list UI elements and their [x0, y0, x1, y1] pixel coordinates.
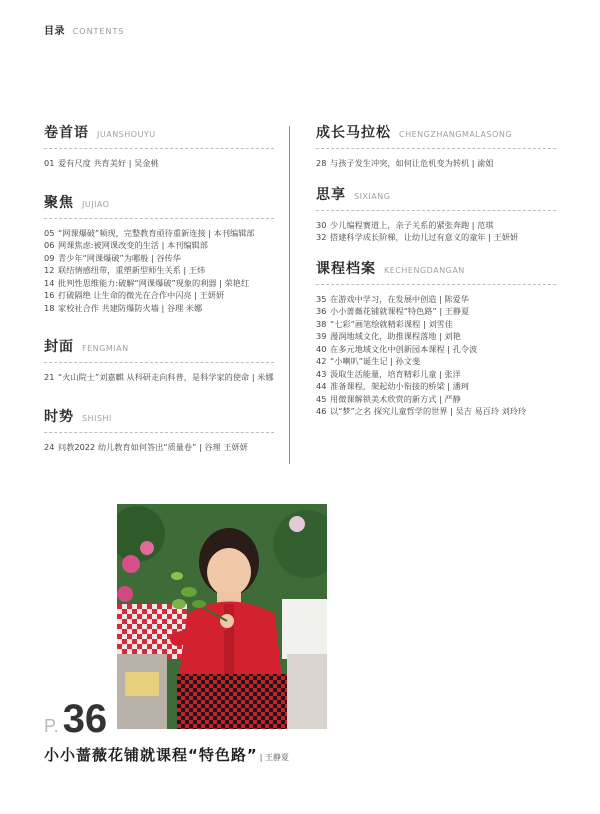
toc-entry[interactable]: [44, 227, 274, 240]
toc-entry-title: “网课爆破”频现，完整教育亟待重新连接 | 本刊编辑部: [58, 227, 255, 238]
toc-entry[interactable]: [316, 293, 556, 306]
toc-entry[interactable]: [316, 305, 556, 318]
toc-entry-title: 小小蔷薇花铺就课程“特色路” | 王静夏: [330, 306, 470, 316]
toc-entry-title: “火山院士”刘嘉麒 从科研走向科普，是科学家的使命 | 米娜: [58, 372, 274, 382]
toc-entry[interactable]: [316, 368, 556, 381]
toc-entry-title: 准备课程，架起幼小衔接的桥梁 | 潘珂: [330, 381, 469, 391]
toc-entry-title: “七彩”画笔绘就精彩课程 | 刘雪佳: [330, 318, 453, 329]
toc-entry-title: 汲取生活能量，培育精彩儿童 | 张洋: [330, 368, 461, 379]
toc-entry-title: 少儿编程赛道上，亲子关系的紧张奔跑 | 范琪: [330, 219, 494, 230]
page-header: [44, 22, 124, 37]
header-title-cn: 目录: [44, 26, 65, 37]
section-pinyin: KECHENGDANGAN: [384, 265, 465, 275]
section-pinyin: FENGMIAN: [82, 344, 129, 353]
toc-entry-title: 家校社合作 共建防爆防火墙 | 谷理 米娜: [58, 302, 203, 313]
toc-entry[interactable]: [44, 289, 274, 302]
girl-with-flower-photo: [117, 504, 327, 729]
page-number: 36: [62, 697, 108, 741]
toc-entry-page: 12: [44, 265, 55, 275]
toc-entry[interactable]: [316, 157, 556, 170]
toc-left-column: [44, 122, 274, 453]
toc-section: [316, 122, 556, 170]
toc-entry-page: 21: [44, 372, 55, 382]
toc-entry[interactable]: [316, 380, 556, 393]
toc-entry-page: 38: [316, 318, 327, 329]
section-title: 思享: [316, 186, 346, 203]
toc-entry-page: 06: [44, 240, 55, 250]
toc-entry-page: 44: [316, 381, 327, 391]
section-title: 封面: [44, 339, 74, 355]
toc-entry[interactable]: [44, 302, 274, 315]
toc-entry-page: 01: [44, 158, 55, 168]
toc-entry-page: 14: [44, 277, 55, 288]
toc-entry-page: 35: [316, 293, 327, 304]
section-pinyin: SHISHI: [82, 413, 112, 423]
toc-entry-page: 43: [316, 368, 327, 379]
section-title: 聚焦: [44, 194, 74, 211]
toc-entry[interactable]: [316, 231, 556, 244]
toc-entry[interactable]: [316, 405, 556, 418]
toc-section: [44, 192, 274, 315]
toc-entry-title: 打破隔绝 让生命的微光在合作中闪亮 | 王妍妍: [58, 290, 225, 300]
toc-entry-title: “小喇叭”诞生记 | 孙文斐: [330, 356, 421, 366]
toc-entry-title: 搭建科学成长阶梯，让幼儿过有意义的童年 | 王妍妍: [330, 232, 519, 242]
toc-entry[interactable]: [44, 441, 274, 454]
section-header: [44, 192, 274, 219]
toc-entry[interactable]: [316, 330, 556, 343]
header-title-en: CONTENTS: [72, 27, 125, 36]
toc-entry-title: 用微课解锁美术欣赏的新方式 | 严静: [330, 393, 461, 404]
toc-entry[interactable]: [44, 252, 274, 265]
toc-entry-page: 36: [316, 306, 327, 316]
toc-entry-page: 24: [44, 441, 55, 452]
feature-page-number: [44, 697, 107, 742]
toc-entry-page: 40: [316, 343, 327, 354]
toc-entry[interactable]: [316, 219, 556, 232]
toc-section: [44, 406, 274, 454]
toc-entry[interactable]: [316, 355, 556, 368]
toc-entry[interactable]: [44, 277, 274, 290]
toc-section: [316, 184, 556, 244]
toc-entry-title: 青少年“网课爆破”为哪般 | 谷传华: [58, 252, 181, 263]
toc-section: [44, 336, 274, 384]
page-prefix: P.: [44, 716, 59, 736]
toc-entry-page: 09: [44, 252, 55, 263]
section-header: [44, 336, 274, 363]
toc-entry[interactable]: [44, 371, 274, 384]
toc-section: [44, 122, 274, 170]
section-header: [44, 122, 274, 149]
toc-entry-title: 在游戏中学习，在发展中创造 | 陈爱华: [330, 293, 469, 304]
toc-entry-page: 42: [316, 356, 327, 366]
column-divider: [289, 126, 290, 464]
toc-section: [316, 258, 556, 418]
toc-entry-page: 18: [44, 302, 55, 313]
toc-entry-title: 在多元地域文化中创新园本课程 | 孔令波: [330, 343, 478, 354]
section-title: 时势: [44, 408, 74, 425]
feature-author: | 王静夏: [259, 753, 289, 762]
section-pinyin: JUJIAO: [82, 199, 110, 209]
section-header: [316, 184, 556, 211]
toc-entry-page: 39: [316, 331, 327, 341]
feature-title: 小小蔷薇花铺就课程“特色路”: [44, 746, 258, 764]
cover-photo: [117, 504, 327, 729]
section-pinyin: JUANSHOUYU: [97, 130, 156, 139]
toc-entry-title: 批判性思维能力:破解“网课爆破”现象的利器 | 荣艳红: [58, 277, 250, 288]
toc-entry-title: 联结情感纽带，重塑新型师生关系 | 王炜: [58, 265, 206, 275]
toc-entry[interactable]: [316, 318, 556, 331]
toc-entry-title: 与孩子发生冲突，如何让危机变为转机 | 渝姐: [330, 158, 494, 168]
section-title: 卷首语: [44, 125, 89, 141]
section-header: [316, 122, 556, 149]
toc-entry-title: 漫润地域文化，助推课程落地 | 刘艳: [330, 331, 461, 341]
section-pinyin: SIXIANG: [354, 191, 391, 201]
toc-entry[interactable]: [316, 343, 556, 356]
section-header: [44, 406, 274, 433]
section-title: 成长马拉松: [316, 125, 391, 141]
toc-entry[interactable]: [44, 264, 274, 277]
section-title: 课程档案: [316, 260, 376, 277]
toc-entry-page: 30: [316, 219, 327, 230]
toc-entry-page: 46: [316, 406, 327, 416]
feature-caption: [44, 744, 289, 765]
toc-entry-page: 16: [44, 290, 55, 300]
toc-entry-title: 网课焦虑:被网课改变的生活 | 本刊编辑部: [58, 240, 208, 250]
toc-entry-title: 问教2022 幼儿教育如何答出“质量卷” | 谷理 王妍妍: [58, 441, 248, 452]
toc-entry-page: 45: [316, 393, 327, 404]
section-header: [316, 258, 556, 285]
toc-entry[interactable]: [316, 393, 556, 406]
toc-entry-title: 以“梦”之名 探究儿童哲学的世界 | 吴吉 易百玲 刘玲玲: [330, 406, 527, 416]
toc-entry-page: 32: [316, 232, 327, 242]
toc-entry[interactable]: [44, 157, 274, 170]
toc-entry[interactable]: [44, 239, 274, 252]
section-pinyin: CHENGZHANGMALASONG: [399, 130, 513, 139]
toc-right-column: [316, 122, 556, 418]
toc-entry-title: 爱有尺度 共育美好 | 吴金桃: [58, 158, 159, 168]
toc-entry-page: 05: [44, 227, 55, 238]
toc-entry-page: 28: [316, 158, 327, 168]
